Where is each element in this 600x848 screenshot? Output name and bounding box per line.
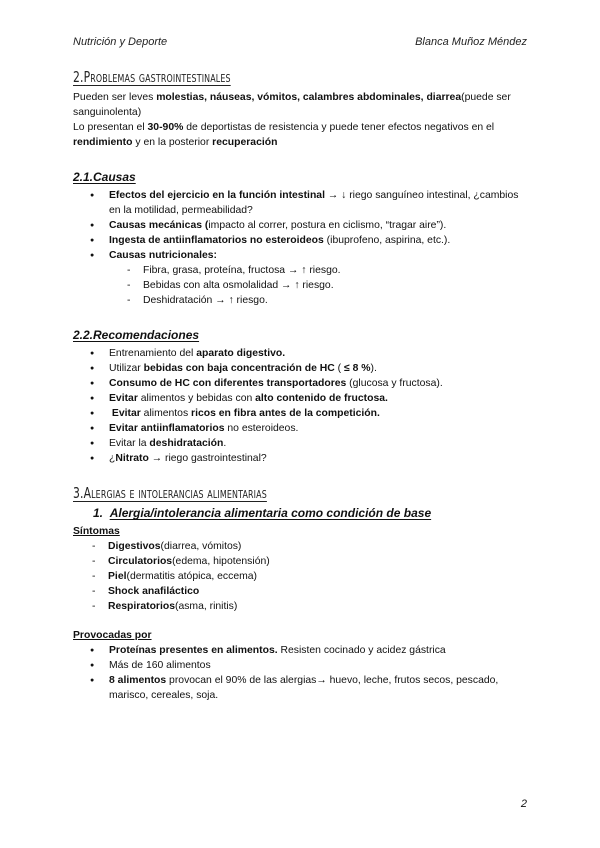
section-2-paragraph-2: Lo presentan el 30-90% de deportistas de resistencia y puede tener efectos negativos en el rendimiento y en la posterior recuperación — [73, 122, 495, 148]
list-item: - Piel(dermatitis atópica, eccema) — [73, 569, 529, 584]
list-item: ● Causas nutricionales: — [73, 248, 529, 263]
list-item: ● Utilizar bebidas con baja concentración de HC ( ≤ 8 %). — [73, 361, 529, 376]
section-2-1-title: 2.1.Causas — [73, 170, 136, 184]
document-body — [73, 70, 529, 703]
list-item: - Deshidratación → ↑ riesgo. — [73, 293, 529, 308]
section-2-title: 2.Problemas gastrointestinales — [73, 68, 231, 86]
allergy-causes-list — [73, 643, 529, 703]
section-2-paragraph-1: Pueden ser leves molestias, náuseas, vómitos, calambres abdominales, diarrea(puede ser sanguinolenta) — [73, 92, 511, 118]
list-item: ● Evitar la deshidratación. — [73, 436, 529, 451]
list-item: ● ¿Nitrato → riego gastrointestinal? — [73, 451, 529, 466]
nutritional-causes-list — [73, 263, 529, 308]
list-item: ● Más de 160 alimentos — [73, 658, 529, 673]
list-item: ● Consumo de HC con diferentes transportadores (glucosa y fructosa). — [73, 376, 529, 391]
header-author: Blanca Muñoz Méndez — [415, 36, 527, 48]
list-item: ● 8 alimentos provocan el 90% de las alergias→ huevo, leche, frutos secos, pescado, marisco, cereales, soja. — [73, 673, 529, 703]
list-item: ● Efectos del ejercicio en la función intestinal → ↓ riego sanguíneo intestinal, ¿cambios en la motilidad, permeabilidad? — [73, 188, 529, 218]
list-item: - Fibra, grasa, proteína, fructosa → ↑ riesgo. — [73, 263, 529, 278]
section-3-1-title: 1. Alergia/intolerancia alimentaria como condición de base — [93, 506, 432, 520]
list-item: ● Evitar alimentos y bebidas con alto contenido de fructosa. — [73, 391, 529, 406]
list-item: ● Evitar alimentos ricos en fibra antes de la competición. — [73, 406, 529, 421]
list-item: ● Entrenamiento del aparato digestivo. — [73, 346, 529, 361]
list-item: ● Causas mecánicas (impacto al correr, postura en ciclismo, “tragar aire”). — [73, 218, 529, 233]
list-item: - Digestivos(diarrea, vómitos) — [73, 539, 529, 554]
section-2-2-title: 2.2.Recomendaciones — [73, 328, 200, 342]
list-item: ● Evitar antiinflamatorios no esteroideos. — [73, 421, 529, 436]
symptoms-label: Síntomas — [73, 526, 120, 537]
recommendations-list — [73, 346, 529, 466]
list-item: ● Ingesta de antiinflamatorios no esteroideos (ibuprofeno, aspirina, etc.). — [73, 233, 529, 248]
section-3-title: 3.Alergias e intolerancias alimentarias — [73, 484, 267, 502]
list-item: ● Proteínas presentes en alimentos. Resisten cocinado y acidez gástrica — [73, 643, 529, 658]
header-course: Nutrición y Deporte — [73, 36, 168, 48]
list-item: - Shock anafiláctico — [73, 584, 529, 599]
list-item: - Bebidas con alta osmolalidad → ↑ riesgo. — [73, 278, 529, 293]
causes-by-label: Provocadas por — [73, 630, 152, 641]
symptoms-list — [73, 539, 529, 614]
list-item: - Circulatorios(edema, hipotensión) — [73, 554, 529, 569]
list-item: - Respiratorios(asma, rinitis) — [73, 599, 529, 614]
causes-list — [73, 188, 529, 263]
page-number: 2 — [520, 798, 527, 810]
